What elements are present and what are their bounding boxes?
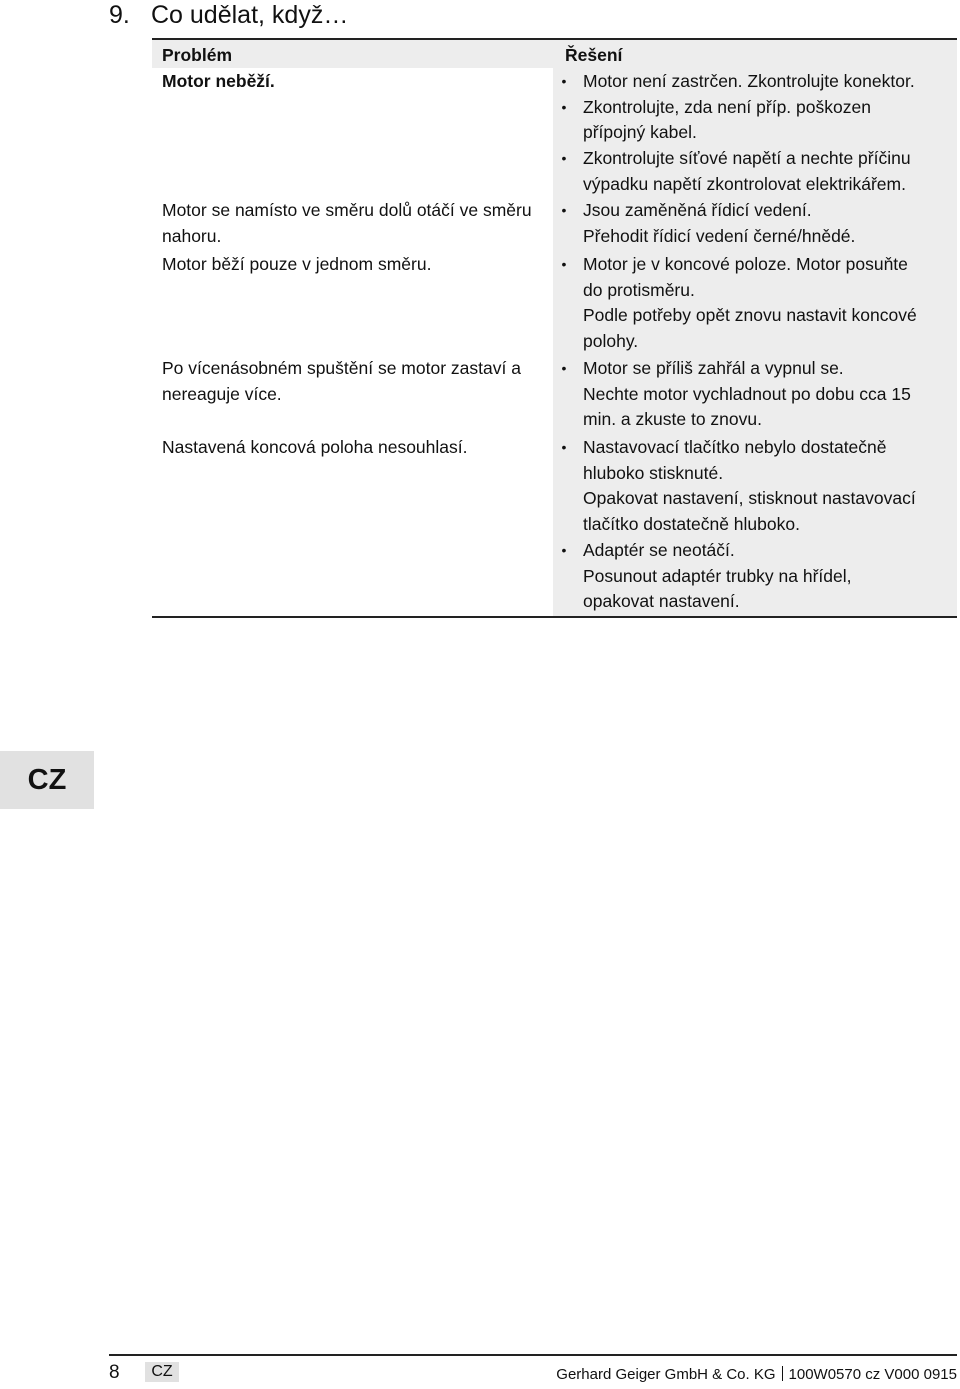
solution-line: hluboko stisknuté. — [583, 462, 724, 483]
language-side-tab-label: CZ — [27, 763, 67, 796]
problem-cell: Po vícenásobném spuštění se motor zastaví a nereaguje více. — [162, 358, 521, 404]
problem-cell: Motor běží pouze v jednom směru. — [162, 254, 432, 274]
solution-cell — [558, 435, 953, 615]
footer-language-badge: CZ — [145, 1362, 179, 1382]
solution-line: • Jsou zaměněná řídicí vedení. — [558, 198, 953, 224]
solution-line: • Zkontrolujte síťové napětí a nechte příčinu — [558, 146, 953, 172]
solution-line: výpadku napětí zkontrolovat elektrikářem. — [583, 173, 906, 194]
header-solution: Řešení — [565, 45, 623, 65]
troubleshooting-table — [152, 38, 957, 618]
solution-line: přípojný kabel. — [583, 122, 697, 143]
footer-imprint — [556, 1366, 957, 1384]
solution-cell — [558, 69, 953, 198]
solution-line: • Motor není zastrčen. Zkontrolujte konektor. — [558, 69, 953, 95]
table-header-row — [152, 40, 957, 68]
solution-line: Posunout adaptér trubky na hřídel, — [583, 565, 852, 586]
footer-divider — [109, 1354, 957, 1356]
solution-line: • Motor je v koncové poloze. Motor posuňte — [558, 252, 953, 278]
solution-line: • Adaptér se neotáčí. — [558, 538, 953, 564]
solution-line: • Nastavovací tlačítko nebylo dostatečně — [558, 435, 953, 461]
footer-company: Gerhard Geiger GmbH & Co. KG — [556, 1366, 776, 1383]
solution-cell — [558, 198, 953, 249]
solution-line: Nechte motor vychladnout po dobu cca 15 — [583, 383, 911, 404]
section-heading — [109, 0, 348, 30]
problem-cell: Motor neběží. — [162, 71, 275, 91]
solution-line: Přehodit řídicí vedení černé/hnědé. — [583, 225, 856, 246]
section-title: Co udělat, když… — [151, 1, 349, 29]
solution-line: • Zkontrolujte, zda není příp. poškozen — [558, 95, 953, 121]
footer-document-code: 100W0570 cz V000 0915 — [788, 1366, 957, 1383]
solution-line: Opakovat nastavení, stisknout nastavovací — [583, 488, 916, 509]
header-problem: Problém — [162, 45, 233, 65]
solution-line: • Motor se příliš zahřál a vypnul se. — [558, 356, 953, 382]
solution-cell — [558, 252, 953, 355]
solution-line: Podle potřeby opět znovu nastavit koncové — [583, 305, 917, 326]
page-number: 8 — [109, 1362, 120, 1383]
solution-line: tlačítko dostatečně hluboko. — [583, 514, 800, 535]
problem-cell: Nastavená koncová poloha nesouhlasí. — [162, 437, 468, 457]
footer-separator — [782, 1366, 783, 1381]
language-side-tab — [0, 751, 94, 809]
problem-cell: Motor se namísto ve směru dolů otáčí ve směru nahoru. — [162, 200, 532, 246]
section-number: 9. — [109, 1, 130, 29]
solution-line: opakovat nastavení. — [583, 591, 740, 612]
solution-line: do protisměru. — [583, 279, 695, 300]
solution-line: min. a zkuste to znovu. — [583, 409, 762, 430]
solution-cell — [558, 356, 953, 433]
solution-line: polohy. — [583, 331, 639, 352]
